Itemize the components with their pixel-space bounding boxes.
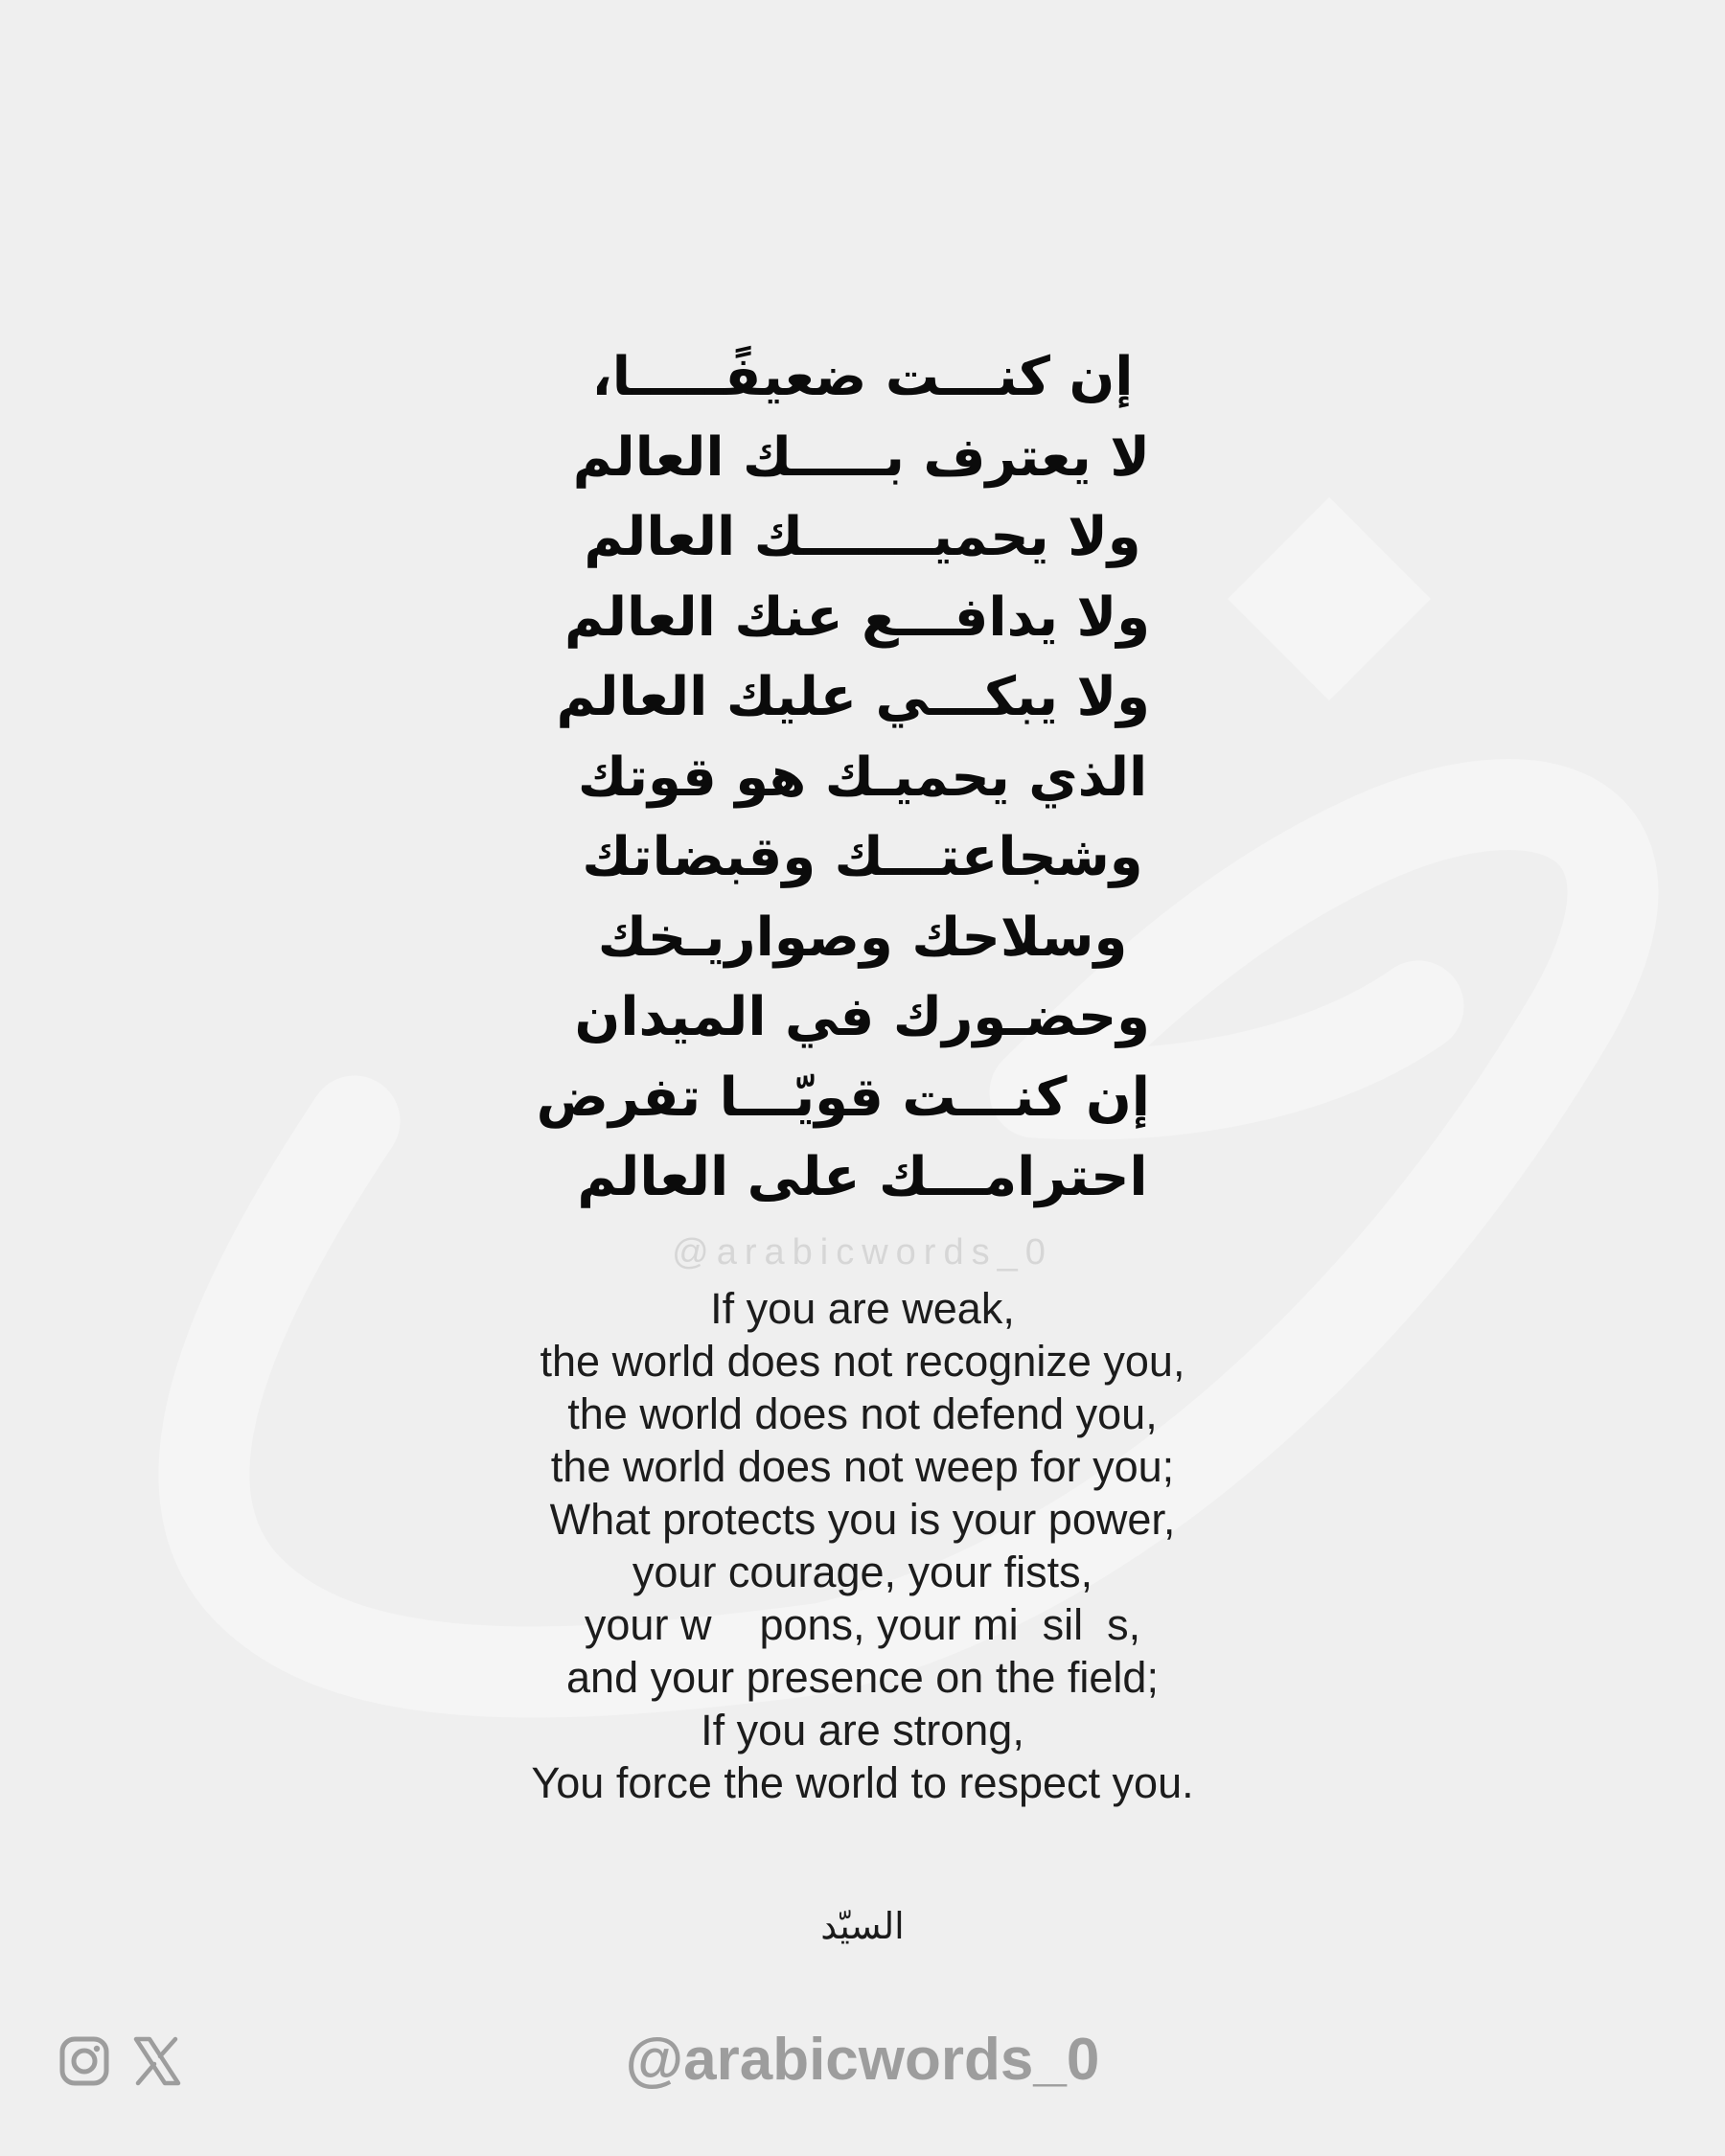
arabic-poem <box>536 337 1150 1218</box>
footer-handle[interactable]: @arabicwords_0 <box>625 2027 1100 2093</box>
arabic-poem-line: الذي يحميـك هو قوتك <box>577 745 1148 809</box>
english-poem-line: If you are strong, <box>701 1706 1024 1755</box>
arabic-poem-line: وحضـورك في الميدان <box>574 986 1150 1048</box>
arabic-poem-line: احترامـــك على العالم <box>577 1146 1148 1208</box>
english-poem-line: and your presence on the field; <box>566 1653 1159 1702</box>
english-poem-line: the world does not defend you, <box>567 1389 1158 1438</box>
arabic-poem-line: ولا يدافـــع عنك العالم <box>564 585 1150 649</box>
arabic-poem-line: إن كنـــت قويّـــا تفرض <box>536 1066 1150 1129</box>
mid-watermark-handle: @arabicwords_0 <box>672 1232 1053 1273</box>
arabic-poem-line: ولا يبكـــي عليك العالم <box>556 666 1150 728</box>
english-poem-line: your w pons, your mi sil s, <box>584 1600 1141 1649</box>
arabic-poem-line: وسلاحك وصواريـخك <box>597 906 1128 969</box>
author-signature: السيّد <box>820 1905 905 1947</box>
arabic-poem-line: ولا يحميـــــــك العالم <box>584 506 1141 568</box>
english-poem-line: the world does not recognize you, <box>540 1337 1185 1386</box>
arabic-poem-line: وشجاعتـــك وقبضاتك <box>582 826 1143 888</box>
arabic-poem-line: لا يعترف بـــــك العالم <box>572 425 1150 489</box>
english-translation <box>288 1282 1438 1809</box>
english-poem-line: the world does not weep for you; <box>550 1442 1175 1491</box>
english-poem-line: If you are weak, <box>710 1284 1015 1333</box>
arabic-poem-line: إن كنـــت ضعيفًـــــا، <box>591 346 1134 408</box>
english-poem-line: You force the world to respect you. <box>531 1758 1194 1807</box>
english-poem-line: What protects you is your power, <box>549 1495 1176 1544</box>
english-poem-line: your courage, your fists, <box>632 1548 1093 1596</box>
